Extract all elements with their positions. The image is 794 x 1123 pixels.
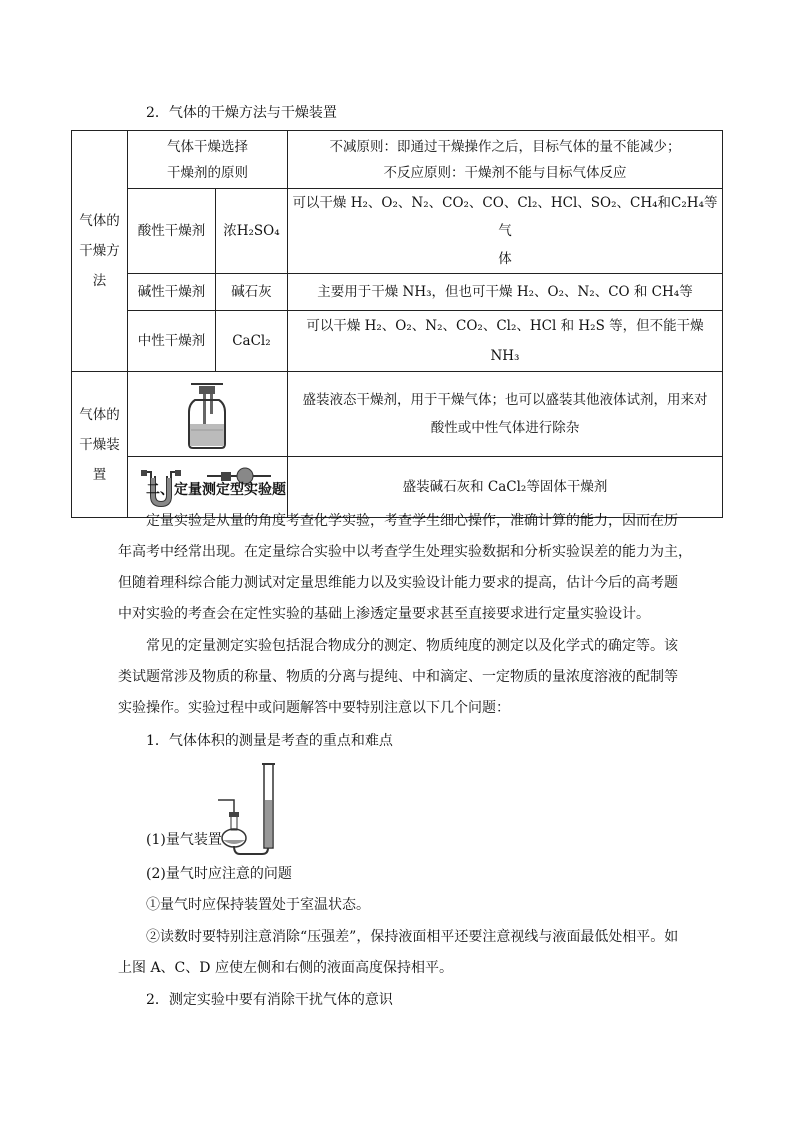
device-header: 气体的干燥装置 (79, 406, 120, 483)
basic-type: 碱性干燥剂 (127, 274, 215, 311)
gas-washing-bottle-illustration (177, 378, 237, 450)
basic-agent: 碱石灰 (215, 274, 287, 311)
choice-header-line2: 干燥剂的原则 (166, 164, 248, 181)
note-room-temperature: ①量气时应保持装置处于室温状态。 (146, 897, 370, 913)
label-gas-device: (1)量气装置 (146, 832, 222, 848)
para2-line1: 常见的定量测定实验包括混合物成分的测定、物质纯度的测定以及化学式的确定等。该 (146, 638, 678, 654)
para2-line2: 类试题常涉及物质的称量、物质的分离与提纯、中和滴定、一定物质的量浓度溶液的配制等 (118, 669, 678, 685)
note-pressure-line1: ②读数时要特别注意消除“压强差”，保持液面相平还要注意视线与液面最低处相平。如 (146, 929, 679, 945)
para1-line1: 定量实验是从量的角度考查化学实验，考查学生细心操作，准确计算的能力，因而在历 (146, 513, 678, 529)
acidic-desc-line1: 可以干燥 H₂、O₂、N₂、CO₂、CO、Cl₂、HCl、SO₂、CH₄和C₂H₄等气 (292, 195, 718, 239)
label-notes: (2)量气时应注意的问题 (146, 866, 292, 882)
acidic-desc-line2: 体 (498, 251, 512, 267)
principle-no-reaction: 不反应原则：干燥剂不能与目标气体反应 (383, 164, 627, 181)
para2-line3: 实验操作。实验过程中或问题解答中要特别注意以下几个问题： (118, 700, 510, 716)
method-header: 气体的干燥方法 (79, 213, 120, 289)
neutral-agent: CaCl₂ (215, 311, 287, 372)
neutral-desc: 可以干燥 H₂、O₂、N₂、CO₂、Cl₂、HCl 和 H₂S 等，但不能干燥 NH₃ (287, 311, 722, 372)
device-2-desc: 盛装碱石灰和 CaCl₂等固体干燥剂 (287, 457, 722, 518)
device-1-desc (287, 372, 722, 457)
acidic-agent: 浓H₂SO₄ (215, 189, 287, 274)
section-heading-quantitative: 二、定量测定型实验题 (146, 482, 286, 498)
choice-header-cell (127, 131, 287, 189)
drying-table (71, 130, 723, 518)
acidic-desc (287, 189, 722, 274)
para1-line4: 中对实验的考查会在定性实验的基础上渗透定量要求甚至直接要求进行定量实验设计。 (118, 606, 650, 622)
item-gas-volume: 1．气体体积的测量是考查的重点和难点 (146, 733, 393, 749)
section-heading-drying: 2．气体的干燥方法与干燥装置 (146, 105, 337, 121)
gas-washing-bottle-cell (127, 372, 287, 457)
neutral-type: 中性干燥剂 (127, 311, 215, 372)
choice-header-line1: 气体干燥选择 (166, 138, 248, 155)
principle-no-loss: 不减原则：即通过干燥操作之后，目标气体的量不能减少； (329, 138, 681, 155)
device-1-line1: 盛装液态干燥剂，用于干燥气体；也可以盛装其他液体试剂，用来对 (302, 392, 708, 408)
device-header-cell (72, 372, 128, 518)
para1-line3: 但随着理科综合能力测试对定量思维能力以及实验设计能力要求的提高，估计今后的高考题 (118, 575, 678, 591)
item-interference-gas: 2．测定实验中要有消除干扰气体的意识 (146, 992, 393, 1008)
note-pressure-line2: 上图 A、C、D 应使左侧和右侧的液面高度保持相平。 (118, 960, 453, 976)
principles-cell (287, 131, 722, 189)
basic-desc: 主要用于干燥 NH₃，但也可干燥 H₂、O₂、N₂、CO 和 CH₄等 (287, 274, 722, 311)
device-1-line2: 酸性或中性气体进行除杂 (430, 420, 580, 436)
para1-line2: 年高考中经常出现。在定量综合实验中以考查学生处理实验数据和分析实验误差的能力为主， (118, 544, 692, 560)
acidic-type: 酸性干燥剂 (127, 189, 215, 274)
method-header-cell (72, 131, 128, 372)
